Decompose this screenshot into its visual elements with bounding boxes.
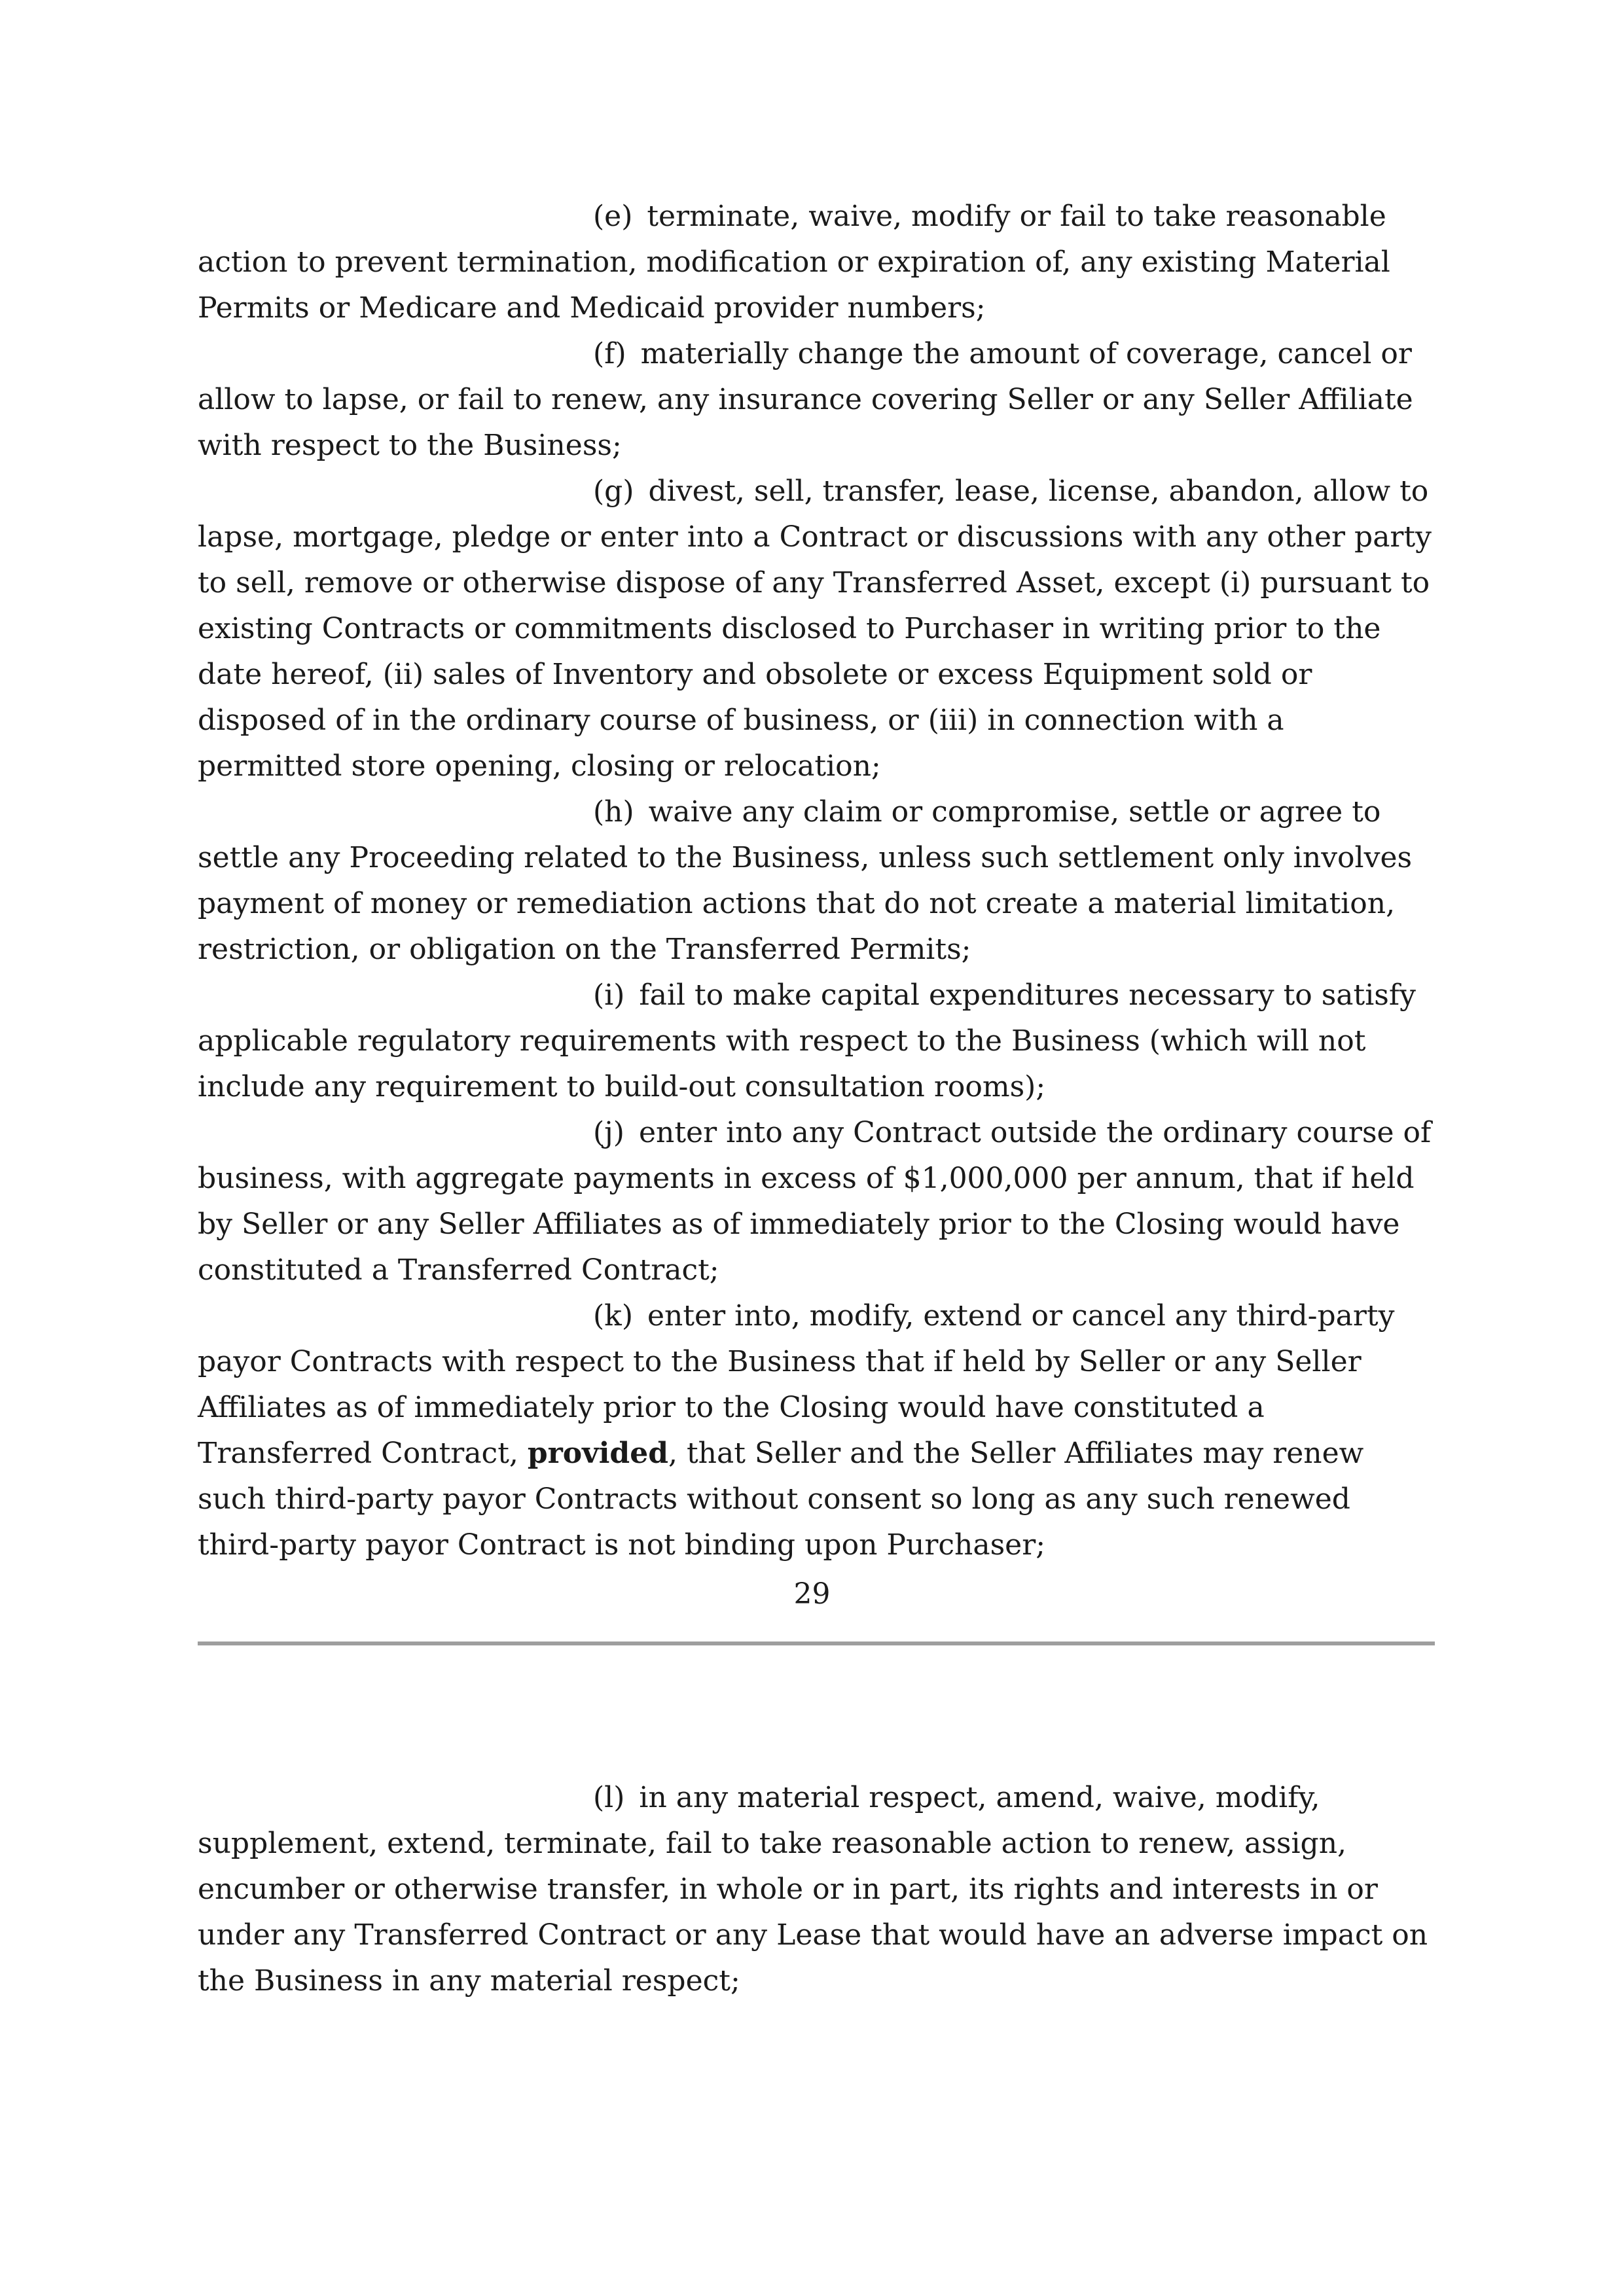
clause-label: (f) [593, 337, 626, 370]
clause-j [198, 1110, 1435, 1293]
clause-label: (e) [593, 200, 633, 233]
provided-term: provided [527, 1437, 668, 1470]
clause-h [198, 789, 1435, 973]
clause-text: in any material respect, amend, waive, modify, supplement, extend, terminate, fail to take reasonable action to renew, assign, encumber or otherwise transfer, in whole or in part, its rights and interests in or under any Transferred Contract or any Lease that would have an adverse impact on the Business in any material respect; [198, 1781, 1428, 1998]
clause-text: fail to make capital expenditures necessary to satisfy applicable regulatory requirements with respect to the Business (which will not include any requirement to build-out consultation rooms); [198, 978, 1416, 1103]
clause-text: materially change the amount of coverage, cancel or allow to lapse, or fail to renew, any insurance covering Seller or any Seller Affiliate with respect to the Business; [198, 337, 1413, 462]
clause-i [198, 973, 1435, 1110]
clause-label: (g) [593, 475, 634, 508]
clause-text-after: , that Seller and the Seller Affiliates may renew such third-party payor Contracts without consent so long as any such renewed third-party payor Contract is not binding upon Purchaser; [198, 1437, 1364, 1562]
clause-text: waive any claim or compromise, settle or agree to settle any Proceeding related to the Business, unless such settlement only involves payment of money or remediation actions that do not create a material limitation, restriction, or obligation on the Transferred Permits; [198, 795, 1413, 966]
page-bottom-text [198, 1775, 1435, 2004]
clause-label: (l) [593, 1781, 625, 1814]
clause-l [198, 1775, 1435, 2004]
clause-label: (j) [593, 1116, 624, 1149]
page-divider [198, 1641, 1435, 1645]
clause-label: (h) [593, 795, 634, 829]
clause-text-before: enter into, modify, extend or cancel any third-party payor Contracts with respect to the Business that if held by Seller or any Seller Affiliates as of immediately prior to the Closing would have constituted a Transferred Contract, [198, 1299, 1395, 1470]
page-number: 29 [793, 1577, 831, 1611]
page-top-text [198, 194, 1435, 1568]
clause-label: (i) [593, 978, 625, 1012]
clause-text: terminate, waive, modify or fail to take reasonable action to prevent termination, modification or expiration of, any existing Material Permits or Medicare and Medicaid provider numbers; [198, 200, 1390, 325]
clause-g [198, 469, 1435, 789]
clause-f [198, 331, 1435, 469]
clause-text: divest, sell, transfer, lease, license, abandon, allow to lapse, mortgage, pledge or enter into a Contract or discussions with any other party to sell, remove or otherwise dispose of any Transferred Asset, except (i) pursuant to existing Contracts or commitments disclosed to Purchaser in writing prior to the date hereof, (ii) sales of Inventory and obsolete or excess Equipment sold or disposed of in the ordinary course of business, or (iii) in connection with a permitted store opening, closing or relocation; [198, 475, 1432, 783]
clause-label: (k) [593, 1299, 633, 1333]
clause-k [198, 1293, 1435, 1568]
clause-e [198, 194, 1435, 331]
clause-text: enter into any Contract outside the ordinary course of business, with aggregate payments in excess of $1,000,000 per annum, that if held by Seller or any Seller Affiliates as of immediately prior to the Closing would have constituted a Transferred Contract; [198, 1116, 1432, 1287]
